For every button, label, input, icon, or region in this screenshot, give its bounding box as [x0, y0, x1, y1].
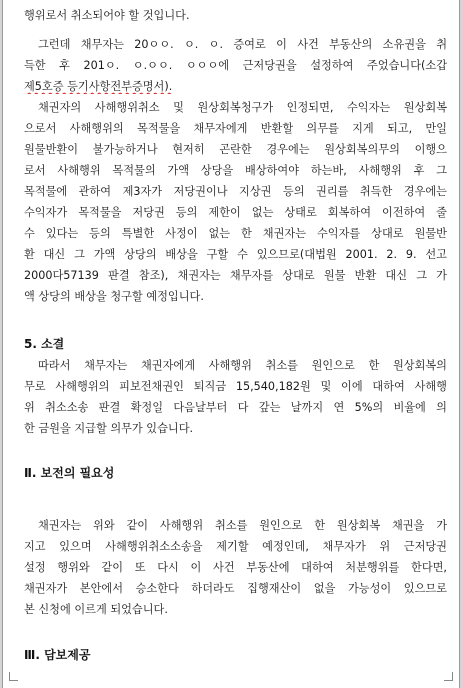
section-heading-necessity: Ⅱ. 보전의 필요성 — [24, 466, 115, 480]
paragraph-line: 채권자는 위와 같이 사해행위 취소를 원인으로 한 원상회복 채권을 가 — [38, 519, 447, 532]
paragraph-line: 한 금원을 지급할 의무가 있습니다. — [24, 422, 194, 435]
document-page — [2, 0, 460, 688]
paragraph-line: 본 신청에 이르게 되었습니다. — [24, 603, 168, 616]
paragraph-line: 따라서 채무자는 채권자에게 사해행위 취소를 원인으로 한 원상회복의 — [38, 359, 447, 372]
section-heading-security: Ⅲ. 담보제공 — [24, 648, 91, 662]
paragraph-line — [24, 80, 447, 94]
paragraph-line: 액 상당의 배상을 청구할 예정입니다. — [24, 290, 204, 303]
paragraph-line: 로서 사해행위 목적물의 가액 상당을 배상하여야 하는바, 사해행위 후 그 — [24, 164, 447, 177]
paragraph-line: 2000다57139 판결 참조), 채권자는 채무자를 상대로 원물 반환 대신 그 가 — [24, 269, 447, 282]
paragraph-line: 무로 사해행위의 피보전채권인 퇴직금 15,540,182원 및 이에 대하여 사해행 — [24, 380, 447, 393]
paragraph-line: 설정 행위와 같이 또 다시 이 사건 부동산에 대하여 처분행위를 한다면, — [24, 561, 447, 574]
paragraph-line: 위 취소소송 판결 확정일 다음날부터 다 갚는 날까지 연 5%의 비율에 의 — [24, 401, 447, 414]
paragraph-line: 수익자가 목적물을 저당권 등의 제한이 없는 상태로 회복하여 이전하여 줄 — [24, 206, 447, 219]
paragraph-line: 채권자의 사해행위취소 및 원상회복청구가 인정되면, 수익자는 원상회복 — [38, 101, 447, 114]
page-corner-mark — [444, 672, 453, 681]
section-heading-conclusion: 5. 소결 — [24, 337, 65, 351]
paragraph-line: 득한 후 201ㅇ. ㅇ.ㅇㅇ. ㅇㅇㅇ에 근저당권을 설정하여 주었습니다(소갑 — [24, 59, 447, 72]
paragraph-line: 지고 있으며 사해행위취소소송을 제기할 예정인데, 채무자가 위 근저당권 — [24, 540, 447, 553]
paragraph-line: 환 대신 그 가액 상당의 배상을 구할 수 있으므로(대법원 2001. 2. 9. 선고 — [24, 248, 447, 261]
evidence-reference: 제5호증 등기사항전부증명서). — [24, 80, 173, 93]
paragraph-line: 수 있다는 등의 특별한 사정이 없는 한 채권자는 수익자를 상대로 원물반 — [24, 227, 447, 240]
paragraph-line: 목적물에 관하여 제3자가 저당권이나 지상권 등의 권리를 취득한 경우에는 — [24, 185, 447, 198]
paragraph-line: 행위로서 취소되어야 할 것입니다. — [24, 9, 190, 22]
paragraph-line: 채권자가 본안에서 승소한다 하더라도 집행재산이 없을 가능성이 있으므로 — [24, 582, 447, 595]
paragraph-line: 으로서 사해행위의 목적물을 채무자에게 반환할 의무를 지게 되고, 만일 — [24, 122, 447, 135]
paragraph-line: 그런데 채무자는 20ㅇㅇ. ㅇ. ㅇ. 증여로 이 사건 부동산의 소유권을 취 — [38, 38, 447, 51]
paragraph-line: 원물반환이 불가능하거나 현저히 곤란한 경우에는 원상회복의무의 이행으 — [24, 143, 447, 156]
page-corner-mark — [9, 672, 18, 681]
